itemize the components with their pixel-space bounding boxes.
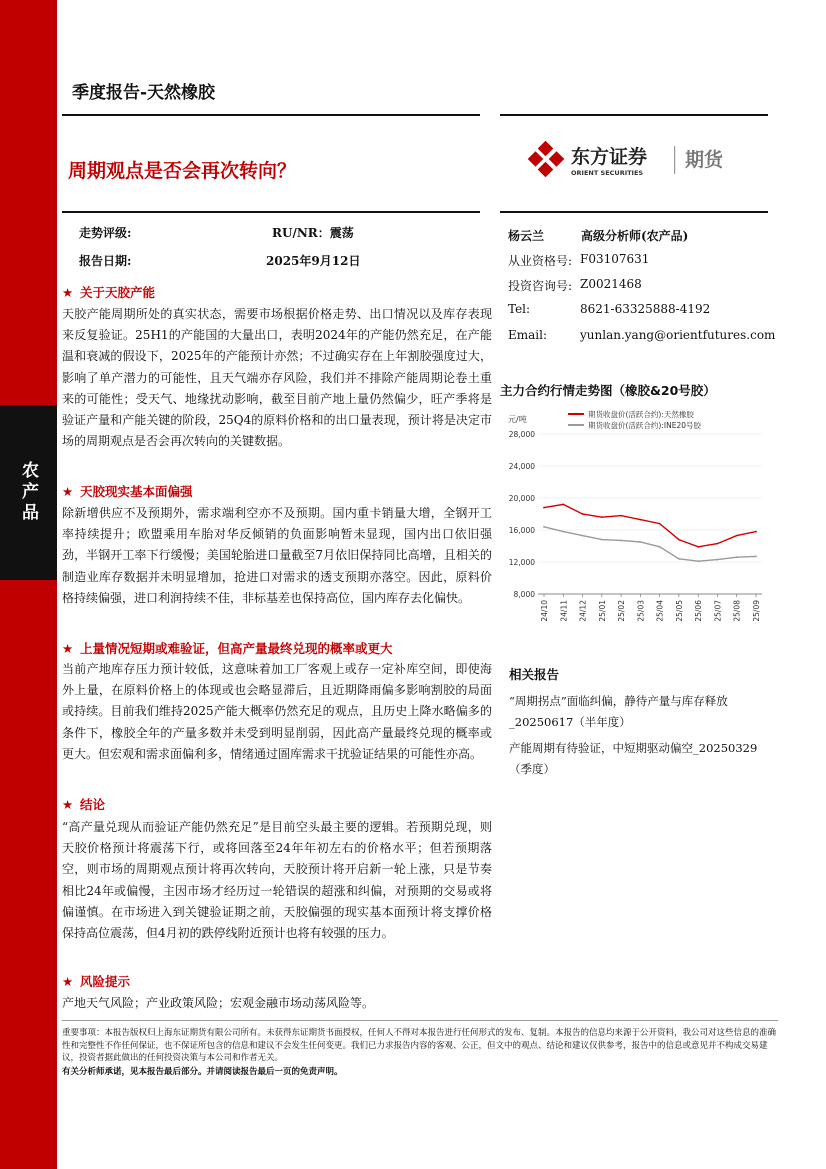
star-icon: ★ <box>62 484 74 499</box>
analyst-name: 杨云兰 <box>508 229 545 243</box>
section-heading-1: ★ 关于天胶产能 <box>62 285 156 300</box>
data-point <box>755 556 757 558</box>
data-point <box>582 535 584 537</box>
y-tick-label: 8,000 <box>513 590 535 599</box>
data-point <box>639 519 641 521</box>
x-tick-label: 25/01 <box>597 600 607 622</box>
analyst-label-1: 从业资格号: <box>508 254 573 268</box>
y-tick-label: 24,000 <box>508 462 535 471</box>
x-tick-label: 25/06 <box>694 600 704 622</box>
related-item-1[interactable]: “周期拐点”面临纠偏，静待产量与库存释放_20250617（半年度） <box>509 694 728 729</box>
doc-type: 季度报告-天然橡胶 <box>72 83 216 103</box>
svg-text:东方证券: 东方证券 <box>571 146 648 168</box>
data-point <box>562 531 564 533</box>
section-body-5: 产地天气风险；产业政策风险；宏观金融市场动荡风险等。 <box>62 996 375 1010</box>
x-tick-label: 24/11 <box>559 600 569 622</box>
analyst-label-2: 投资咨询号: <box>508 279 573 293</box>
section-heading-3: ★ 上量情况短期或难验证，但高产量最终兑现的概率或更大 <box>62 641 393 656</box>
section-heading-5: ★ 风险提示 <box>62 974 131 989</box>
star-icon: ★ <box>62 797 74 812</box>
data-point <box>562 504 564 506</box>
category-tab: 农产品 <box>0 405 57 580</box>
section-body-3: 当前产地库存压力预计较低，这意味着加工厂客观上或存一定补库空间，即使海外上量，在原料价格上的体现或也会略显滞后，且近期降雨偏多影响割胶的局面或持续。目前我们维持2025产能大概率仍然充足的观点，且历史上降水略偏多的条件下，橡胶全年的产量多数并未受到明显削弱，因此高产量最终兑现的概率或更大。但宏观和需求面偏利多，情绪通过圄库需求干扰验证结果的可能性亦高。 <box>62 662 492 761</box>
data-point <box>543 526 545 528</box>
series-line-rubber <box>544 504 756 546</box>
data-point <box>717 543 719 545</box>
analyst-title: 高级分析师(农产品) <box>581 229 689 243</box>
legend-label-nr20: 期货收盘价(活跃合约):INE20号胶 <box>588 421 701 430</box>
x-tick-label: 25/09 <box>752 600 761 622</box>
date-label: 报告日期: <box>79 254 132 268</box>
data-point <box>639 541 641 543</box>
section-body-2: 除新增供应不及预期外，需求端利空亦不及预期。国内重卡销量大增，全钢开工率持续提升；欧盟乘用车胎对华反倾销的负面影响暂未显现，国内出口依旧强劲，半钢开工率下行缓慢；美国轮胎进口量截至7月依旧保持同比高增，且相关的制造业库存数据并未明显增加，抢进口对需求的透支预期亦落空。因此，原料价格持续偏强，进口利润持续不佳，非标基差也保持高位，国内库存去化偏快。 <box>62 506 492 605</box>
x-tick-label: 24/12 <box>578 600 588 622</box>
data-point <box>697 546 699 548</box>
top-rule-right <box>500 114 768 116</box>
data-point <box>755 531 757 533</box>
x-tick-label: 25/07 <box>713 600 723 622</box>
data-point <box>736 556 738 558</box>
section-body-4: “高产量兑现从而验证产能仍然充足”是目前空头最主要的逻辑。若预期兑现，则天胶价格预计将震荡下行，或将回落至24年年初左右的价格水平；但若预期落空，则市场的周期观点预计将再次转向，天胶预计将开启新一轮上涨，只是节奏相比24年或偏慢，主因市场才经历过一轮错误的超涨和纠偏，对预期的交易或将偏谨慎。在市场进入到关键验证期之前，天胶偏强的现实基本面预计将支撑价格保持高位震荡，但4月初的跌停线附近预计也将有较强的压力。 <box>62 820 492 941</box>
x-tick-label: 25/02 <box>617 600 627 622</box>
left-red-bar <box>0 0 57 1169</box>
data-point <box>620 515 622 517</box>
y-tick-label: 12,000 <box>508 558 535 567</box>
page-title: 周期观点是否会再次转向？ <box>68 160 297 182</box>
chart-svg <box>500 404 770 654</box>
x-tick-label: 25/08 <box>732 600 742 622</box>
company-logo <box>527 140 737 180</box>
x-tick-label: 25/04 <box>655 600 665 622</box>
analyst-value-2: Z0021468 <box>580 277 642 291</box>
x-tick-label: 25/05 <box>674 600 684 622</box>
section-heading-2: ★ 天胶现实基本面偏强 <box>62 484 193 499</box>
data-point <box>659 523 661 525</box>
legend-label-rubber: 期货收盘价(活跃合约):天然橡胶 <box>588 410 694 419</box>
footer-rule <box>62 1020 778 1021</box>
data-point <box>620 540 622 542</box>
data-point <box>601 539 603 541</box>
related-item-2[interactable]: 产能周期有待验证，中短期驱动偏空_20250329（季度） <box>509 741 758 776</box>
y-tick-label: 20,000 <box>508 494 535 503</box>
analyst-value-3: 8621-63325888-4192 <box>580 302 711 316</box>
data-point <box>543 507 545 509</box>
section-body-1: 天胶产能周期所处的真实状态，需要市场根据价格走势、出口情况以及库存表现来反复验证。25H1的产能国的大量出口，表明2024年的产能仍然充足，在产能温和衰减的假设下，2025年的产能预计亦然；不过确实存在上年割胶强度过大，影响了单产潜力的可能性，且天气端亦存风险，我们并不排除产能周期论卷土重来的可能性；受天气、地缘扰动影响，截至目前产地上量仍然偏少，旺产季将是验证产量和产能关键的阶段，25Q4的原料价格和的出口量表现，预计将是决定市场的周期观点是否会再次转向的关键数据。 <box>62 307 492 449</box>
data-point <box>736 535 738 537</box>
star-icon: ★ <box>62 974 74 989</box>
data-point <box>717 559 719 561</box>
svg-text:ORIENT SECURITIES: ORIENT SECURITIES <box>571 169 644 177</box>
mid-rule <box>62 211 480 213</box>
analyst-label-4: Email: <box>508 328 548 342</box>
x-tick-label: 24/10 <box>540 600 549 622</box>
top-rule <box>62 114 480 116</box>
related-heading: 相关报告 <box>509 667 560 682</box>
data-point <box>601 516 603 518</box>
section-heading-4: ★ 结论 <box>62 797 106 812</box>
analyst-value-4: yunlan.yang@orientfutures.com <box>580 328 776 342</box>
report-date: 2025年9月12日 <box>266 254 361 268</box>
y-axis-label: 元/吨 <box>508 415 527 424</box>
disclaimer-notice: 重要事项：本报告版权归上海东证期货有限公司所有。未获得东证期货书面授权，任何人不得对本报告进行任何形式的发布、复制。本报告的信息均来源于公开资料，我公司对这些信息的准确性和完整性不作任何保证，也不保证所包含的信息和建议不会发生任何变更。我们已力求报告内容的客观、公正，但文中的观点、结论和建议仅供参考，报告中的信息或意见并不构成交易建议，投资者据此做出的任何投资决策与本公司和作者无关。 <box>62 1028 777 1063</box>
data-point <box>678 539 680 541</box>
star-icon: ★ <box>62 285 74 300</box>
x-tick-label: 25/03 <box>636 600 646 622</box>
analyst-label-3: Tel: <box>508 302 531 316</box>
data-point <box>582 513 584 515</box>
y-tick-label: 28,000 <box>508 430 535 439</box>
series-line-nr20 <box>544 527 756 561</box>
analyst-commitment: 有关分析师承诺，见本报告最后部分。并请阅读报告最后一页的免责声明。 <box>62 1067 343 1077</box>
rating-label: 走势评级: <box>79 226 132 240</box>
logo-icon <box>527 140 737 180</box>
data-point <box>697 560 699 562</box>
data-point <box>678 558 680 560</box>
mid-rule-right <box>500 211 768 213</box>
rating-value: RU/NR：震荡 <box>272 226 354 240</box>
svg-text:期货: 期货 <box>685 149 724 171</box>
star-icon: ★ <box>62 641 74 656</box>
y-tick-label: 16,000 <box>508 526 535 535</box>
analyst-value-1: F03107631 <box>580 252 650 266</box>
price-chart <box>500 404 770 654</box>
chart-title: 主力合约行情走势图（橡胶&20号胶） <box>500 383 716 398</box>
data-point <box>659 546 661 548</box>
